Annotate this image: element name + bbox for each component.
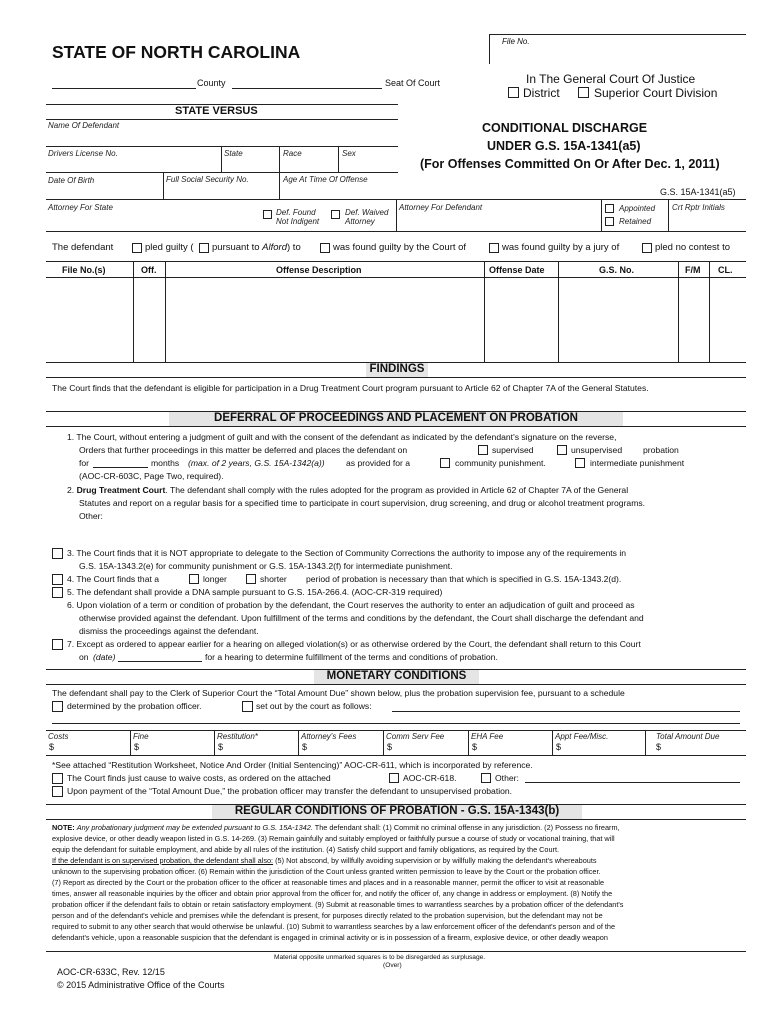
item-6-line-2: otherwise provided against the defendant. Upon fulfillment of the terms and conditions by the defendant, the Court shall discharge the defendant and [79, 613, 644, 623]
item-1-line-4: (AOC-CR-603C, Page Two, required). [79, 471, 224, 481]
plea-lead: The defendant [52, 242, 114, 253]
comm-serv-amount-field[interactable]: $ [387, 742, 393, 752]
crt-rptr-label: Crt Rptr Initials [672, 203, 725, 212]
guilty-by-court-label: was found guilty by the Court of [333, 242, 467, 253]
col-gs-no: G.S. No. [599, 265, 635, 275]
form-number: AOC-CR-633C, Rev. 12/15 [57, 967, 165, 977]
alford-checkbox[interactable] [199, 243, 209, 253]
grid-divider [279, 146, 280, 172]
item-2-line-1: 2. Drug Treatment Court. The defendant shall comply with the rules adopted for the program as provided in Article 62 of Chapter 7A of the General [67, 485, 629, 495]
district-label: District [523, 86, 560, 100]
district-checkbox[interactable] [508, 87, 519, 98]
fees-top-rule [46, 730, 746, 731]
file-no-divider [489, 34, 490, 64]
set-out-by-court-label: set out by the court as follows: [256, 701, 372, 711]
regular-line-10: required to submit to any other search that would otherwise be unlawful. (10) Submit to warrantless searches by a law enforcement officer of the defendant's person and of the [52, 922, 616, 931]
regular-note-line-1: NOTE: Any probationary judgment may be extended pursuant to G.S. 15A-1342. The defendant shall: (1) Commit no criminal offense in any jurisdiction. (2) Possess no firearm, [52, 823, 620, 832]
months-label: months [151, 458, 180, 468]
retained-label: Retained [619, 217, 652, 226]
parties-rule [46, 231, 746, 232]
unsupervised-label: unsupervised [571, 445, 623, 455]
shorter-checkbox[interactable] [246, 574, 256, 584]
appt-fee-label: Appt Fee/Misc. [555, 732, 609, 741]
offense-table-header-rule [46, 277, 746, 278]
offense-table-top [46, 261, 746, 262]
hearing-date-field[interactable] [118, 661, 202, 662]
regular-line-4: If the defendant is on supervised probation, the defendant shall also: (5) Not abscond, by willfully avoiding supervision or by willfully making the defendant's whereabouts [52, 856, 597, 865]
item-7-rest: for a hearing to determine fulfillment of the terms and conditions of probation. [205, 652, 498, 662]
regular-line-8: probation officer if the defendant fails to obtain or retain satisfactory employment. (9) Submit at reasonable times to warrantless searches by a probation officer of the defendant's [52, 900, 624, 909]
as-provided-label: as provided for a [346, 458, 411, 468]
supervised-label: supervised [492, 445, 534, 455]
race-label: Race [283, 149, 302, 158]
surplusage-note: Material opposite unmarked squares is to be disregarded as surplusage. [274, 954, 486, 961]
item-5-text: 5. The defendant shall provide a DNA sample pursuant to G.S. 15A-266.4. (AOC-CR-319 required) [67, 587, 443, 597]
aoc-618-checkbox[interactable] [389, 773, 399, 783]
footer-rule [46, 951, 746, 952]
grid-divider [396, 199, 397, 231]
offense-table-body[interactable] [47, 279, 745, 361]
statute-ref: G.S. 15A-1341(a5) [660, 187, 736, 197]
sex-label: Sex [342, 149, 356, 158]
form-title: CONDITIONAL DISCHARGE [482, 121, 648, 135]
fee-divider [130, 730, 131, 755]
community-punishment-label: community punishment. [455, 458, 546, 468]
no-contest-label: pled no contest to [655, 242, 730, 253]
determined-by-officer-label: determined by the probation officer. [67, 701, 202, 711]
parties-rule [46, 119, 398, 120]
county-field[interactable] [52, 88, 196, 89]
shorter-label: shorter [260, 574, 287, 584]
dob-label: Date Of Birth [48, 176, 95, 185]
form-subtitle: UNDER G.S. 15A-1341(a5) [487, 139, 641, 153]
findings-heading: FINDINGS [369, 363, 425, 375]
other-waiver-checkbox[interactable] [481, 773, 491, 783]
superior-label: Superior Court Division [594, 86, 718, 100]
license-label: Drivers License No. [48, 149, 118, 158]
col-fm: F/M [685, 265, 701, 275]
grid-divider [338, 146, 339, 172]
other-label: Other: [79, 511, 103, 521]
probation-label: probation [643, 445, 679, 455]
months-field[interactable] [93, 467, 148, 468]
attorney-state-label: Attorney For State [48, 203, 113, 212]
determined-by-officer-checkbox[interactable] [52, 701, 63, 712]
grid-divider [221, 146, 222, 172]
section-rule [46, 426, 746, 427]
transfer-unsupervised-checkbox[interactable] [52, 786, 63, 797]
col-description: Offense Description [276, 265, 362, 275]
col-offense-date: Offense Date [489, 265, 545, 275]
retained-checkbox[interactable] [605, 217, 614, 226]
form-applicability: (For Offenses Committed On Or After Dec. 1, 2011) [420, 157, 720, 171]
guilty-by-jury-label: was found guilty by a jury of [502, 242, 620, 253]
superior-checkbox[interactable] [578, 87, 589, 98]
grid-divider [279, 172, 280, 199]
longer-label: longer [203, 574, 227, 584]
not-indigent-label: Not Indigent [276, 217, 320, 226]
fee-divider [552, 730, 553, 755]
grid-divider [668, 199, 669, 231]
item-3-line-2: G.S. 15A-1343.2(e) for community punishment or G.S. 15A-1343.2(f) for intermediate punishment. [79, 561, 453, 571]
eha-amount-field[interactable]: $ [472, 742, 478, 752]
monetary-heading: MONETARY CONDITIONS [326, 670, 467, 682]
regular-heading: REGULAR CONDITIONS OF PROBATION - G.S. 15A-1343(b) [234, 805, 560, 817]
item-4-checkbox[interactable] [52, 574, 63, 585]
fine-amount-field[interactable]: $ [134, 742, 140, 752]
fee-divider [383, 730, 384, 755]
item-1-line-1: 1. The Court, without entering a judgment of guilt and with the consent of the defendant as indicated by the defendant's signature on the reverse, [67, 432, 617, 442]
aoc-618-label: AOC-CR-618. [403, 773, 457, 783]
regular-line-11: defendant's vehicle, upon a reasonable suspicion that the defendant is engaged in criminal activity or is in possession of a firearm, explosive device, or other deadly weapon [52, 933, 608, 942]
license-state-label: State [224, 149, 243, 158]
item-6-line-1: 6. Upon violation of a term or condition of probation by the defendant, the Court reserves the authority to enter an adjudication of guilt and proceed as [67, 600, 635, 610]
restitution-label: Restitution* [217, 732, 258, 741]
item-3-line-1: 3. The Court finds that it is NOT appropriate to delegate to the Section of Community Corrections the authority to impose any of the requirements in [67, 548, 627, 558]
not-indigent-checkbox[interactable] [263, 210, 272, 219]
regular-line-5: unknown to the supervising probation officer. (6) Remain within the jurisdiction of the Court unless granted written permission to leave by the Court or the probation officer. [52, 867, 601, 876]
restitution-note: *See attached “Restitution Worksheet, Notice And Order (Initial Sentencing)” AOC-CR-611, which is incorporated by reference. [52, 760, 533, 770]
waive-costs-label: The Court finds just cause to waive costs, as ordered on the attached [67, 773, 331, 783]
supervised-checkbox[interactable] [478, 445, 488, 455]
over-label: (Over) [383, 962, 402, 969]
def-waived-label: Def. Waived [345, 208, 389, 217]
fine-label: Fine [133, 732, 149, 741]
intermediate-punishment-checkbox[interactable] [575, 458, 585, 468]
regular-line-9: person and of the defendant's vehicle and premises while the defendant is present, for purposes directly related to the probation supervision, but the defendant may not be [52, 911, 603, 920]
age-label: Age At Time Of Offense [283, 175, 368, 184]
attorney-defendant-label: Attorney For Defendant [399, 203, 483, 212]
regular-line-7: times, answer all reasonable inquiries by the officer and obtain prior approval from the officer for, and notify the officer of, any change in address or employment. (8) Notify the [52, 889, 613, 898]
monetary-line-1: The defendant shall pay to the Clerk of Superior Court the “Total Amount Due” shown below, plus the probation supervision fee, pursuant to a schedule [52, 688, 625, 698]
eha-fee-label: EHA Fee [471, 732, 504, 741]
item-4-label: 4. The Court finds that a [67, 574, 160, 584]
col-cl: CL. [718, 265, 733, 275]
court-title: In The General Court Of Justice [526, 72, 696, 86]
fee-divider [298, 730, 299, 755]
parties-rule [46, 146, 398, 147]
attorney-label: Attorney [345, 217, 375, 226]
section-rule [46, 377, 746, 378]
item-1-line-2: Orders that further proceedings in this matter be deferred and places the defendant on [79, 445, 408, 455]
def-found-label: Def. Found [276, 208, 316, 217]
item-2-line-2: Statutes and report on a regular basis for a specified time to participate in court supervision, drug screening, and drug or alcohol treatment programs. [79, 498, 646, 508]
item-6-line-3: dismiss the proceedings against the defendant. [79, 626, 259, 636]
col-off: Off. [141, 265, 157, 275]
costs-label: Costs [48, 732, 69, 741]
appointed-label: Appointed [619, 204, 656, 213]
restitution-amount-field[interactable]: $ [218, 742, 224, 752]
findings-text: The Court finds that the defendant is eligible for participation in a Drug Treatment Court program pursuant to Article 62 of Chapter 7A of the General Statutes. [52, 383, 649, 393]
defendant-name-label: Name Of Defendant [48, 121, 120, 130]
schedule-field-2[interactable] [52, 723, 740, 724]
item-7-checkbox[interactable] [52, 639, 63, 650]
seat-label: Seat Of Court [385, 78, 441, 88]
file-no-top-rule [489, 34, 746, 35]
seat-field[interactable] [232, 88, 382, 89]
other-waiver-field[interactable] [525, 782, 740, 783]
alford-label: pursuant to Alford) to [212, 242, 301, 253]
waived-attorney-checkbox[interactable] [331, 210, 340, 219]
guilty-by-court-checkbox[interactable] [320, 243, 330, 253]
pled-guilty-label: pled guilty ( [145, 242, 194, 253]
grid-divider [163, 172, 164, 199]
set-out-by-court-checkbox[interactable] [242, 701, 253, 712]
item-3-checkbox[interactable] [52, 548, 63, 559]
for-label: for [79, 458, 90, 468]
parties-rule [46, 172, 398, 173]
total-amount-field[interactable]: $ [656, 742, 662, 752]
attorney-fees-label: Attorney's Fees [301, 732, 357, 741]
item-7-line-1: 7. Except as ordered to appear earlier for a hearing on alleged violation(s) or as otherwise ordered by the Court, the defendant shall return to this Court [67, 639, 641, 649]
unsupervised-checkbox[interactable] [557, 445, 567, 455]
appt-amount-field[interactable]: $ [556, 742, 562, 752]
regular-line-2: explosive device, or other deadly weapon listed in G.S. 14-269. (3) Remain gainfully and suitably employed or faithfully pursue a course of study or vocational training, that will [52, 834, 615, 843]
schedule-field[interactable] [392, 711, 740, 712]
total-due-label: Total Amount Due [656, 732, 720, 741]
pled-guilty-checkbox[interactable] [132, 243, 142, 253]
section-rule [46, 819, 746, 820]
attorney-fees-amount-field[interactable]: $ [302, 742, 308, 752]
longer-checkbox[interactable] [189, 574, 199, 584]
defendant-name-field[interactable] [48, 130, 396, 145]
county-label: County [197, 78, 226, 88]
waive-costs-checkbox[interactable] [52, 773, 63, 784]
section-rule [46, 684, 746, 685]
guilty-by-jury-checkbox[interactable] [489, 243, 499, 253]
no-contest-checkbox[interactable] [642, 243, 652, 253]
file-no-label: File No. [502, 37, 530, 46]
intermediate-punishment-label: intermediate punishment [590, 458, 685, 468]
comm-serv-fee-label: Comm Serv Fee [386, 732, 445, 741]
other-waiver-label: Other: [495, 773, 519, 783]
item-5-checkbox[interactable] [52, 587, 63, 598]
max-months-note: (max. of 2 years, G.S. 15A-1342(a)) [188, 458, 325, 468]
grid-divider [601, 199, 602, 231]
regular-line-3: equip the defendant for suitable employment, and abide by all rules of the institution. (4) Satisfy child support and family obligations, as required by the Court. [52, 845, 560, 854]
fee-divider [468, 730, 469, 755]
fee-divider [645, 730, 646, 755]
costs-amount-field[interactable]: $ [49, 742, 55, 752]
item-4-rest: period of probation is necessary than that which is specified in G.S. 15A-1343.2(d). [306, 574, 622, 584]
deferral-heading: DEFERRAL OF PROCEEDINGS AND PLACEMENT ON PROBATION [214, 412, 578, 424]
transfer-unsupervised-label: Upon payment of the “Total Amount Due,” the probation officer may transfer the defendant to unsupervised probation. [67, 786, 513, 796]
copyright: © 2015 Administrative Office of the Courts [57, 980, 225, 990]
col-file-no: File No.(s) [62, 265, 106, 275]
other-conditions-field[interactable] [110, 510, 740, 542]
state-heading: STATE OF NORTH CAROLINA [52, 42, 301, 62]
fees-bottom-rule [46, 755, 746, 756]
item-7-on: on [79, 652, 89, 662]
file-no-field[interactable] [560, 38, 746, 64]
fee-divider [214, 730, 215, 755]
item-7-date-label: (date) [93, 652, 116, 662]
ssn-label: Full Social Security No. [166, 175, 249, 184]
regular-line-6: (7) Report as directed by the Court or the probation officer to the officer at reasonable times and places and in a reasonable manner, permit the officer to visit at reasonable [52, 878, 605, 887]
appointed-checkbox[interactable] [605, 204, 614, 213]
community-punishment-checkbox[interactable] [440, 458, 450, 468]
state-versus: STATE VERSUS [175, 105, 258, 117]
